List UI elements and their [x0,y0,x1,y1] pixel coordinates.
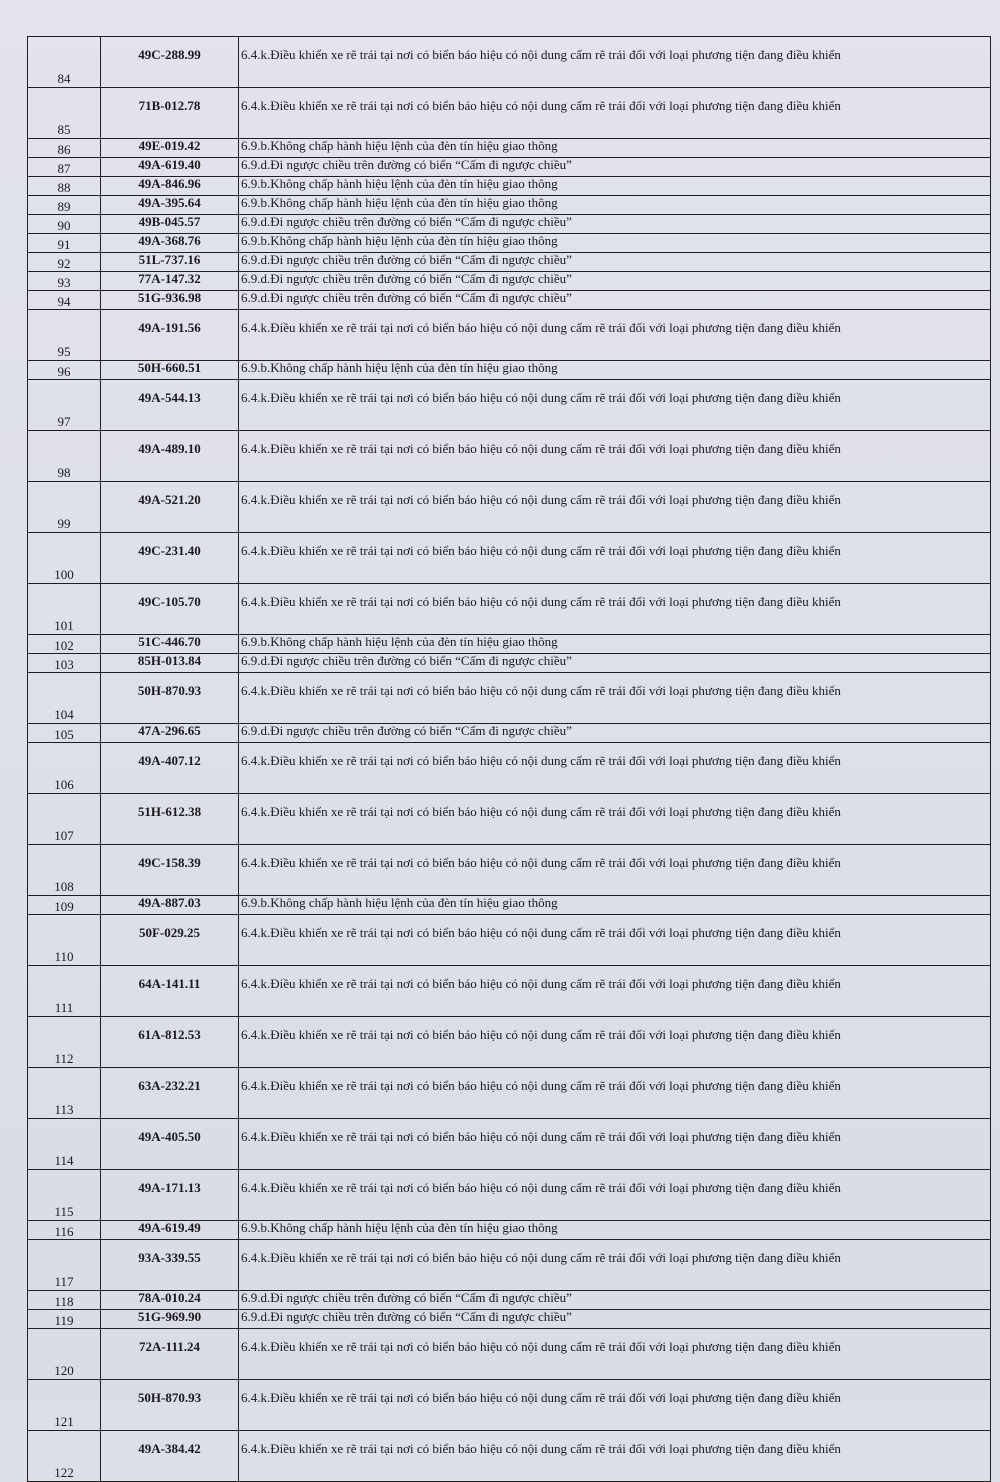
row-number-cell: 95 [28,310,101,361]
row-number-cell: 118 [28,1291,101,1310]
license-plate-cell: 49A-368.76 [101,234,239,253]
license-plate-cell: 49C-105.70 [101,584,239,635]
license-plate-cell: 51G-969.90 [101,1310,239,1329]
table-row [28,158,991,177]
violation-description-cell: 6.9.b.Không chấp hành hiệu lệnh của đèn tín hiệu giao thông [239,139,991,158]
license-plate-cell: 85H-013.84 [101,654,239,673]
row-number-cell: 98 [28,431,101,482]
license-plate-cell: 49A-489.10 [101,431,239,482]
row-number-cell: 87 [28,158,101,177]
violation-description-cell: 6.4.k.Điều khiển xe rẽ trái tại nơi có biển báo hiệu có nội dung cấm rẽ trái đối với loại phương tiện đang điều khiển [239,88,991,139]
license-plate-cell: 50H-660.51 [101,361,239,380]
license-plate-cell: 93A-339.55 [101,1240,239,1291]
table-row [28,1291,991,1310]
violation-description-cell: 6.9.b.Không chấp hành hiệu lệnh của đèn tín hiệu giao thông [239,1221,991,1240]
license-plate-cell: 49A-619.49 [101,1221,239,1240]
violation-description-cell: 6.4.k.Điều khiển xe rẽ trái tại nơi có biển báo hiệu có nội dung cấm rẽ trái đối với loại phương tiện đang điều khiển [239,1170,991,1221]
license-plate-cell: 72A-111.24 [101,1329,239,1380]
license-plate-cell: 49A-887.03 [101,896,239,915]
row-number-cell: 105 [28,724,101,743]
row-number-cell: 84 [28,37,101,88]
table-row [28,1017,991,1068]
violation-description-cell: 6.4.k.Điều khiển xe rẽ trái tại nơi có biển báo hiệu có nội dung cấm rẽ trái đối với loại phương tiện đang điều khiển [239,673,991,724]
license-plate-cell: 49A-544.13 [101,380,239,431]
table-row [28,234,991,253]
row-number-cell: 121 [28,1380,101,1431]
row-number-cell: 122 [28,1431,101,1482]
license-plate-cell: 49B-045.57 [101,215,239,234]
table-row [28,635,991,654]
table-row [28,1221,991,1240]
license-plate-cell: 49A-191.56 [101,310,239,361]
license-plate-cell: 49A-384.42 [101,1431,239,1482]
row-number-cell: 108 [28,845,101,896]
violation-description-cell: 6.9.b.Không chấp hành hiệu lệnh của đèn tín hiệu giao thông [239,196,991,215]
license-plate-cell: 51C-446.70 [101,635,239,654]
table-row [28,361,991,380]
table-row [28,139,991,158]
violation-description-cell: 6.4.k.Điều khiển xe rẽ trái tại nơi có biển báo hiệu có nội dung cấm rẽ trái đối với loại phương tiện đang điều khiển [239,743,991,794]
table-row [28,88,991,139]
row-number-cell: 90 [28,215,101,234]
violation-description-cell: 6.4.k.Điều khiển xe rẽ trái tại nơi có biển báo hiệu có nội dung cấm rẽ trái đối với loại phương tiện đang điều khiển [239,431,991,482]
violations-table [27,36,991,1482]
row-number-cell: 94 [28,291,101,310]
license-plate-cell: 49A-521.20 [101,482,239,533]
row-number-cell: 120 [28,1329,101,1380]
table-row [28,380,991,431]
license-plate-cell: 50H-870.93 [101,673,239,724]
license-plate-cell: 49A-846.96 [101,177,239,196]
violation-description-cell: 6.9.d.Đi ngược chiều trên đường có biển “Cấm đi ngược chiều” [239,291,991,310]
table-row [28,1380,991,1431]
violation-description-cell: 6.9.b.Không chấp hành hiệu lệnh của đèn tín hiệu giao thông [239,234,991,253]
row-number-cell: 97 [28,380,101,431]
violation-description-cell: 6.9.b.Không chấp hành hiệu lệnh của đèn tín hiệu giao thông [239,361,991,380]
table-row [28,37,991,88]
table-row [28,196,991,215]
table-row [28,1431,991,1482]
license-plate-cell: 49A-395.64 [101,196,239,215]
table-row [28,253,991,272]
license-plate-cell: 71B-012.78 [101,88,239,139]
row-number-cell: 104 [28,673,101,724]
row-number-cell: 102 [28,635,101,654]
violation-description-cell: 6.9.d.Đi ngược chiều trên đường có biển “Cấm đi ngược chiều” [239,215,991,234]
table-row [28,1170,991,1221]
row-number-cell: 88 [28,177,101,196]
violation-description-cell: 6.9.d.Đi ngược chiều trên đường có biển “Cấm đi ngược chiều” [239,1291,991,1310]
row-number-cell: 93 [28,272,101,291]
license-plate-cell: 49C-231.40 [101,533,239,584]
row-number-cell: 100 [28,533,101,584]
license-plate-cell: 49A-171.13 [101,1170,239,1221]
row-number-cell: 115 [28,1170,101,1221]
violation-description-cell: 6.4.k.Điều khiển xe rẽ trái tại nơi có biển báo hiệu có nội dung cấm rẽ trái đối với loại phương tiện đang điều khiển [239,966,991,1017]
row-number-cell: 96 [28,361,101,380]
violation-description-cell: 6.4.k.Điều khiển xe rẽ trái tại nơi có biển báo hiệu có nội dung cấm rẽ trái đối với loại phương tiện đang điều khiển [239,482,991,533]
table-row [28,310,991,361]
row-number-cell: 117 [28,1240,101,1291]
violation-description-cell: 6.4.k.Điều khiển xe rẽ trái tại nơi có biển báo hiệu có nội dung cấm rẽ trái đối với loại phương tiện đang điều khiển [239,794,991,845]
table-row [28,915,991,966]
row-number-cell: 107 [28,794,101,845]
table-row [28,1329,991,1380]
license-plate-cell: 50F-029.25 [101,915,239,966]
license-plate-cell: 61A-812.53 [101,1017,239,1068]
license-plate-cell: 63A-232.21 [101,1068,239,1119]
violation-description-cell: 6.9.d.Đi ngược chiều trên đường có biển “Cấm đi ngược chiều” [239,654,991,673]
row-number-cell: 99 [28,482,101,533]
violation-description-cell: 6.4.k.Điều khiển xe rẽ trái tại nơi có biển báo hiệu có nội dung cấm rẽ trái đối với loại phương tiện đang điều khiển [239,1240,991,1291]
license-plate-cell: 49A-407.12 [101,743,239,794]
violation-description-cell: 6.4.k.Điều khiển xe rẽ trái tại nơi có biển báo hiệu có nội dung cấm rẽ trái đối với loại phương tiện đang điều khiển [239,310,991,361]
row-number-cell: 101 [28,584,101,635]
table-row [28,215,991,234]
violation-description-cell: 6.4.k.Điều khiển xe rẽ trái tại nơi có biển báo hiệu có nội dung cấm rẽ trái đối với loại phương tiện đang điều khiển [239,1119,991,1170]
license-plate-cell: 49C-288.99 [101,37,239,88]
row-number-cell: 85 [28,88,101,139]
violation-description-cell: 6.9.b.Không chấp hành hiệu lệnh của đèn tín hiệu giao thông [239,177,991,196]
violation-description-cell: 6.4.k.Điều khiển xe rẽ trái tại nơi có biển báo hiệu có nội dung cấm rẽ trái đối với loại phương tiện đang điều khiển [239,37,991,88]
violation-description-cell: 6.4.k.Điều khiển xe rẽ trái tại nơi có biển báo hiệu có nội dung cấm rẽ trái đối với loại phương tiện đang điều khiển [239,1431,991,1482]
violation-description-cell: 6.4.k.Điều khiển xe rẽ trái tại nơi có biển báo hiệu có nội dung cấm rẽ trái đối với loại phương tiện đang điều khiển [239,380,991,431]
violation-description-cell: 6.4.k.Điều khiển xe rẽ trái tại nơi có biển báo hiệu có nội dung cấm rẽ trái đối với loại phương tiện đang điều khiển [239,1017,991,1068]
violation-description-cell: 6.9.d.Đi ngược chiều trên đường có biển “Cấm đi ngược chiều” [239,272,991,291]
table-row [28,673,991,724]
table-row [28,291,991,310]
violation-description-cell: 6.4.k.Điều khiển xe rẽ trái tại nơi có biển báo hiệu có nội dung cấm rẽ trái đối với loại phương tiện đang điều khiển [239,584,991,635]
license-plate-cell: 49A-405.50 [101,1119,239,1170]
row-number-cell: 103 [28,654,101,673]
table-row [28,654,991,673]
violation-description-cell: 6.4.k.Điều khiển xe rẽ trái tại nơi có biển báo hiệu có nội dung cấm rẽ trái đối với loại phương tiện đang điều khiển [239,533,991,584]
violation-description-cell: 6.4.k.Điều khiển xe rẽ trái tại nơi có biển báo hiệu có nội dung cấm rẽ trái đối với loại phương tiện đang điều khiển [239,915,991,966]
row-number-cell: 92 [28,253,101,272]
row-number-cell: 112 [28,1017,101,1068]
table-row [28,896,991,915]
table-row [28,431,991,482]
row-number-cell: 89 [28,196,101,215]
table-row [28,272,991,291]
table-row [28,482,991,533]
license-plate-cell: 49E-019.42 [101,139,239,158]
row-number-cell: 114 [28,1119,101,1170]
row-number-cell: 91 [28,234,101,253]
violation-description-cell: 6.4.k.Điều khiển xe rẽ trái tại nơi có biển báo hiệu có nội dung cấm rẽ trái đối với loại phương tiện đang điều khiển [239,1380,991,1431]
table-row [28,1240,991,1291]
violations-table-body [28,37,991,1482]
row-number-cell: 119 [28,1310,101,1329]
violation-description-cell: 6.4.k.Điều khiển xe rẽ trái tại nơi có biển báo hiệu có nội dung cấm rẽ trái đối với loại phương tiện đang điều khiển [239,1329,991,1380]
row-number-cell: 106 [28,743,101,794]
violation-description-cell: 6.4.k.Điều khiển xe rẽ trái tại nơi có biển báo hiệu có nội dung cấm rẽ trái đối với loại phương tiện đang điều khiển [239,845,991,896]
violation-description-cell: 6.9.d.Đi ngược chiều trên đường có biển “Cấm đi ngược chiều” [239,253,991,272]
row-number-cell: 113 [28,1068,101,1119]
violation-description-cell: 6.9.d.Đi ngược chiều trên đường có biển “Cấm đi ngược chiều” [239,1310,991,1329]
license-plate-cell: 51L-737.16 [101,253,239,272]
table-row [28,724,991,743]
table-row [28,177,991,196]
row-number-cell: 116 [28,1221,101,1240]
violation-description-cell: 6.9.b.Không chấp hành hiệu lệnh của đèn tín hiệu giao thông [239,896,991,915]
table-row [28,1310,991,1329]
table-row [28,966,991,1017]
license-plate-cell: 64A-141.11 [101,966,239,1017]
table-row [28,533,991,584]
row-number-cell: 109 [28,896,101,915]
table-row [28,845,991,896]
license-plate-cell: 49C-158.39 [101,845,239,896]
row-number-cell: 111 [28,966,101,1017]
license-plate-cell: 78A-010.24 [101,1291,239,1310]
row-number-cell: 86 [28,139,101,158]
violation-description-cell: 6.9.d.Đi ngược chiều trên đường có biển “Cấm đi ngược chiều” [239,724,991,743]
table-row [28,1119,991,1170]
license-plate-cell: 51H-612.38 [101,794,239,845]
table-row [28,1068,991,1119]
license-plate-cell: 49A-619.40 [101,158,239,177]
license-plate-cell: 50H-870.93 [101,1380,239,1431]
violation-description-cell: 6.9.b.Không chấp hành hiệu lệnh của đèn tín hiệu giao thông [239,635,991,654]
violation-description-cell: 6.4.k.Điều khiển xe rẽ trái tại nơi có biển báo hiệu có nội dung cấm rẽ trái đối với loại phương tiện đang điều khiển [239,1068,991,1119]
violation-description-cell: 6.9.d.Đi ngược chiều trên đường có biển “Cấm đi ngược chiều” [239,158,991,177]
license-plate-cell: 51G-936.98 [101,291,239,310]
table-row [28,794,991,845]
license-plate-cell: 47A-296.65 [101,724,239,743]
license-plate-cell: 77A-147.32 [101,272,239,291]
table-row [28,743,991,794]
table-row [28,584,991,635]
row-number-cell: 110 [28,915,101,966]
